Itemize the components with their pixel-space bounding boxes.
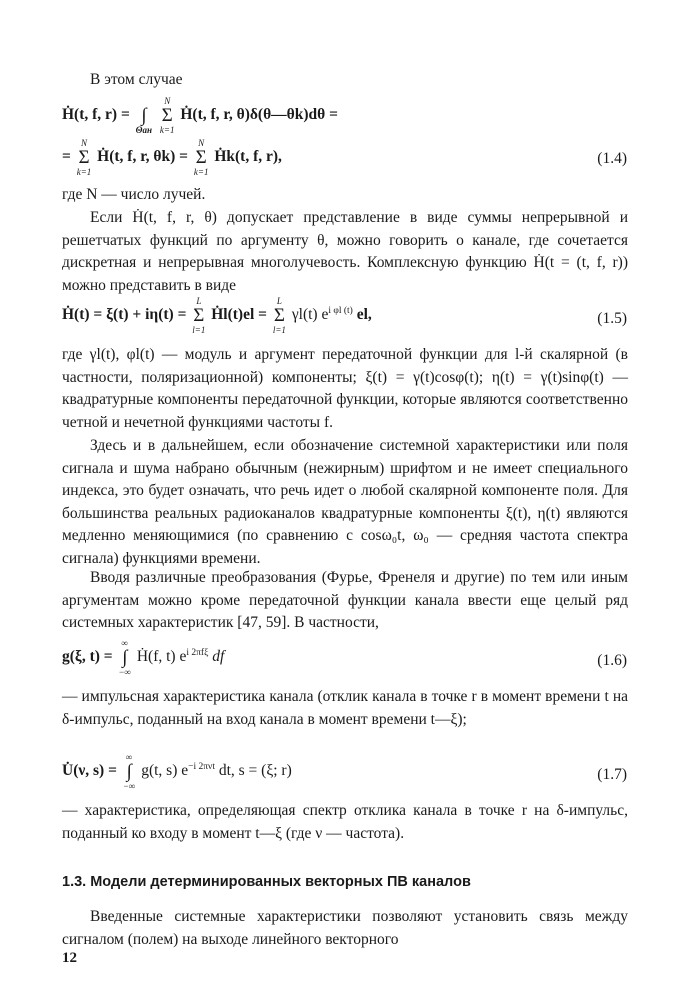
- sum-upper-limit: N: [164, 96, 171, 106]
- sum-sign-1: N Σ k=1: [76, 138, 92, 177]
- integral-upper-limit-1-6: ∞: [121, 638, 128, 648]
- equation-1-4-line-2: = N Σ k=1 Ḣ(t, f, r, θk) = N Σ k=1 Ḣk(t, f, r),: [62, 138, 282, 177]
- integral-lower-limit-1-6: −∞: [118, 667, 131, 677]
- integral-sign-1-6: ∞ ∫ −∞: [118, 638, 131, 677]
- eq14-lhs: Ḣ(t, f, r) =: [62, 106, 130, 124]
- page-number: 12: [62, 950, 77, 966]
- eq14-part2: Ḣk(t, f, r),: [214, 148, 282, 166]
- after-eq14-text: где N — число лучей.: [62, 186, 206, 203]
- eq17-lhs: U̇(ν, s) =: [62, 762, 117, 780]
- equation-1-6: [62, 638, 628, 682]
- eq15-lhs: Ḣ(t) = ξ(t) + iη(t) =: [62, 306, 187, 324]
- eq15-rhs-end: el,: [356, 306, 372, 324]
- sum-sign-2: N Σ k=1: [193, 138, 209, 177]
- eq17-end: dt, s = (ξ; r): [218, 762, 292, 780]
- integral-upper-limit-1-7: ∞: [125, 752, 133, 762]
- eq15-rhs: γl(t) e: [291, 306, 329, 324]
- eq16-body: Ḣ(f, t) e: [136, 648, 187, 666]
- sum3-upper-limit: L: [196, 296, 202, 306]
- eq15-mid: Ḣl(t)el =: [211, 306, 267, 324]
- paragraph-6: — характеристика, определяющая спектр отклика канала в точке r на δ-импульс, поданный ко входу в момент t—ξ (где ν — частота).: [62, 802, 628, 842]
- eq14-body: Ḣ(t, f, r, θ)δ(θ—θk)dθ =: [180, 106, 338, 124]
- sum-sign-4: L Σ l=1: [272, 296, 286, 335]
- equation-number-1-5: (1.5): [597, 310, 627, 327]
- eq15-exponent: i φl (t): [328, 305, 353, 316]
- section-heading: 1.3. Модели детерминированных векторных ПВ каналов: [62, 874, 471, 890]
- integral-sign: ∫ Θан: [135, 105, 153, 135]
- eq17-body: g(t, s) e: [141, 762, 189, 780]
- sum4-upper-limit: L: [276, 296, 282, 306]
- equation-1-7: [62, 752, 628, 796]
- sum-sign-3: L Σ l=1: [192, 296, 206, 335]
- paragraph-7: Введенные системные характеристики позволяют установить связь между сигналом (полем) на выходе линейного векторного: [62, 908, 628, 948]
- paragraph-2: где γl(t), φl(t) — модуль и аргумент передаточной функции для l-й скалярной (в частности, поляризационной) компоненты; ξ(t) = γ(t)cosφ(t); η(t) = γ(t)sinφ(t) — квадратурные компоненты передаточной функции, которые являются соответственно четной и нечетной функциями частоты f.: [62, 346, 628, 431]
- eq16-end: df: [212, 648, 225, 666]
- integral-sign-1-7: ∞ ∫ −∞: [122, 752, 136, 791]
- sum4-lower-limit: l=1: [272, 325, 286, 335]
- integral-lower-limit-1-7: −∞: [122, 781, 136, 791]
- eq16-exponent: i 2πfξ: [186, 647, 209, 658]
- integral-lower-limit: Θан: [135, 125, 153, 135]
- sum-sign: N Σ k=1: [159, 96, 175, 135]
- eq17-exponent: −i 2πνt: [188, 761, 215, 772]
- equation-number-1-4: (1.4): [597, 150, 627, 167]
- eq14-part1: Ḣ(t, f, r, θk) =: [97, 148, 188, 166]
- equation-1-4-line-1: [62, 96, 628, 136]
- sum2-lower-limit: k=1: [193, 167, 209, 177]
- paragraph-3: Здесь и в дальнейшем, если обозначение системной характеристики или поля сигнала и шума набрано обычным (нежирным) шрифтом и не имеет специального индекса, это будет означать, что речь идет о любой скалярной компоненте поля. Для большинства реальных радиоканалов квадратурные компоненты ξ(t), η(t) являются медленно меняющимися (по сравнению с cosω₀t, ω₀ — средняя частота спектра сигнала) функциями времени.: [62, 437, 628, 567]
- equation-1-5: [62, 296, 628, 340]
- eq16-lhs: g(ξ, t) =: [62, 648, 113, 666]
- sum1-lower-limit: k=1: [76, 167, 92, 177]
- intro-text: В этом случае: [90, 71, 183, 88]
- paragraph-1: Если Ḣ(t, f, r, θ) допускает представление в виде суммы непрерывной и решетчатых функций по аргументу θ, можно говорить о канале, где сочетается дискретная и непрерывная многолучевость. Комплексную функцию Ḣ(t = (t, f, r)) можно представить в виде: [62, 209, 628, 294]
- equation-number-1-6: (1.6): [597, 652, 627, 669]
- sum2-upper-limit: N: [198, 138, 205, 148]
- equation-number-1-7: (1.7): [597, 766, 627, 783]
- sum1-upper-limit: N: [81, 138, 88, 148]
- paragraph-5: — импульсная характеристика канала (отклик канала в точке r в момент времени t на δ-импульс, поданный на вход канала в момент времени t—ξ);: [62, 688, 628, 728]
- paragraph-4: Вводя различные преобразования (Фурье, Френеля и другие) по тем или иным аргументам можно кроме передаточной функции канала ввести еще целый ряд системных характеристик [47, 59]. В частности,: [62, 569, 628, 632]
- sum-lower-limit: k=1: [159, 125, 175, 135]
- sum3-lower-limit: l=1: [192, 325, 206, 335]
